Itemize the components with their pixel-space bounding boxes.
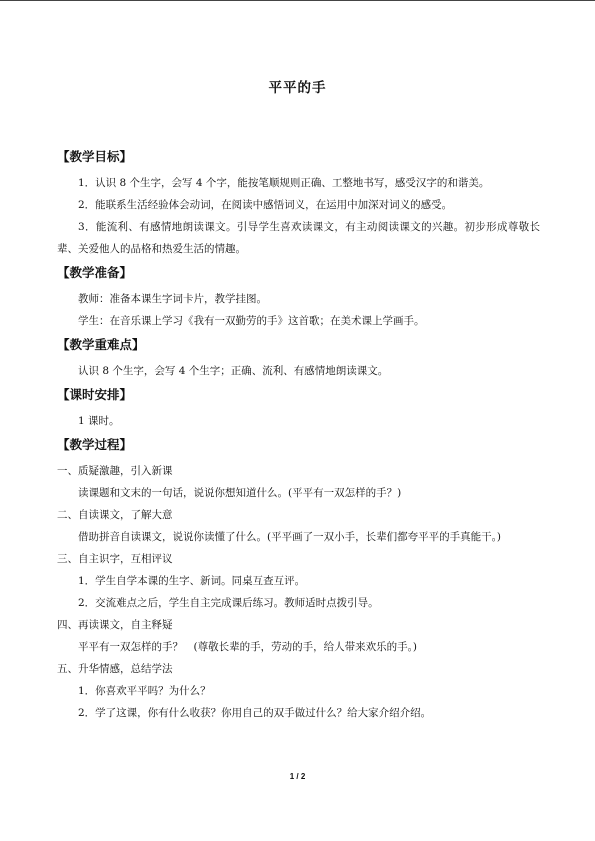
process-step-title: 五、升华情感，总结学法 xyxy=(57,663,173,675)
schedule-list xyxy=(57,410,540,432)
process-step-line: 借助拼音自读课文，说说你读懂了什么。(平平画了一双小手，长辈们都夸平平的手真能干。) xyxy=(78,531,501,543)
heading-preparation: 【教学准备】 xyxy=(57,265,133,280)
process-list xyxy=(57,460,540,724)
process-step-title: 四、再读课文，自主释疑 xyxy=(57,619,173,631)
process-step-line: 1．你喜欢平平吗？为什么？ xyxy=(78,685,211,697)
process-step-line: 1．学生自学本课的生字、新词。同桌互查互评。 xyxy=(78,575,306,587)
process-step-line: 平平有一双怎样的手？ (尊敬长辈的手，劳动的手，给人带来欢乐的手。) xyxy=(78,641,417,653)
process-step-title: 三、自主识字，互相评议 xyxy=(57,553,173,565)
goal-item: 1．认识 8 个生字，会写 4 个字，能按笔顺规则正确、工整地书写，感受汉字的和谐美。 xyxy=(78,177,490,189)
goal-item: 3．能流利、有感情地朗读课文。引导学生喜欢读课文，有主动阅读课文的兴趣。初步形成尊敬长辈、关爱他人的品格和热爱生活的情趣。 xyxy=(57,221,540,255)
preparation-item: 学生：在音乐课上学习《我有一双勤劳的手》这首歌；在美术课上学画手。 xyxy=(78,315,425,327)
page-title: 平平的手 xyxy=(268,80,327,96)
goals-list xyxy=(57,172,540,260)
process-step-line: 2．交流难点之后，学生自主完成课后练习。教师适时点拨引导。 xyxy=(78,597,379,609)
document-body xyxy=(57,148,540,728)
schedule-item: 1 课时。 xyxy=(78,415,120,427)
process-step-line: 读课题和文末的一句话，说说你想知道什么。(平平有一双怎样的手？) xyxy=(78,487,402,499)
top-rule xyxy=(0,0,595,1)
heading-process: 【教学过程】 xyxy=(57,437,133,452)
process-step-title: 二、自读课文，了解大意 xyxy=(57,509,173,521)
heading-keypoints: 【教学重难点】 xyxy=(57,337,145,352)
heading-schedule: 【课时安排】 xyxy=(57,387,133,402)
page-number: 1 / 2 xyxy=(289,772,306,781)
keypoint-item: 认识 8 个生字，会写 4 个生字；正确、流利、有感情地朗读课文。 xyxy=(78,365,389,377)
heading-goals: 【教学目标】 xyxy=(57,149,133,164)
preparation-item: 教师：准备本课生字词卡片，教学挂图。 xyxy=(78,293,267,305)
preparation-list xyxy=(57,288,540,332)
process-step-line: 2．学了这课，你有什么收获？你用自己的双手做过什么？给大家介绍介绍。 xyxy=(78,707,432,719)
goal-item: 2．能联系生活经验体会动词，在阅读中感悟词义，在运用中加深对词义的感受。 xyxy=(78,199,453,211)
process-step-title: 一、质疑激趣，引入新课 xyxy=(57,465,173,477)
keypoints-list xyxy=(57,360,540,382)
